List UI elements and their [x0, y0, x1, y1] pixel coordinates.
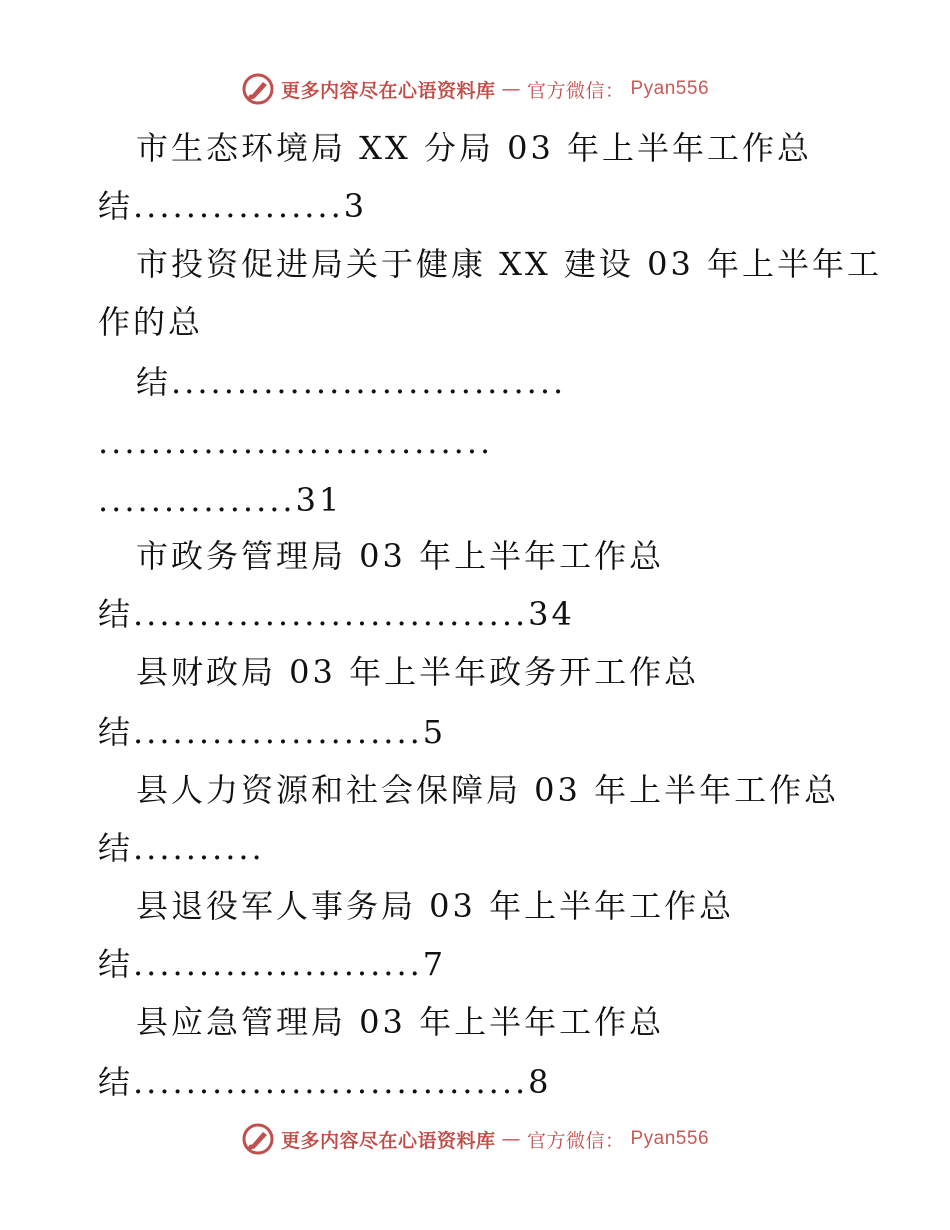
- toc-entry-continuation: 结................3: [98, 187, 368, 225]
- watermark-site-text: 更多内容尽在心语资料库: [280, 1129, 496, 1152]
- toc-entry-title: 市生态环境局 XX 分局 03 年上半年工作总: [136, 129, 812, 167]
- watermark-wechat-id: Pyan556: [630, 1128, 710, 1149]
- watermark-dash: —: [501, 78, 521, 100]
- watermark-wechat-id: Pyan556: [630, 78, 710, 99]
- watermark-header: [0, 72, 950, 106]
- watermark-wechat-label: 官方微信：: [526, 1129, 625, 1152]
- toc-entry-continuation: ..............................: [98, 423, 494, 461]
- toc-entry-title: 县人力资源和社会保障局 03 年上半年工作总: [136, 771, 840, 809]
- watermark-site-text: 更多内容尽在心语资料库: [280, 79, 496, 102]
- watermark-dash: —: [501, 1128, 521, 1150]
- toc-entry-title: 市政务管理局 03 年上半年工作总: [136, 537, 665, 575]
- toc-entry-continuation: 结......................5: [98, 713, 447, 751]
- toc-entry-continuation: 结..............................: [136, 363, 567, 401]
- toc-entry-title: 县应急管理局 03 年上半年工作总: [136, 1003, 665, 1041]
- watermark-wechat-label: 官方微信：: [526, 79, 625, 102]
- toc-entry-title: 县财政局 03 年上半年政务开工作总: [136, 653, 700, 691]
- pen-logo-icon: [241, 72, 275, 106]
- toc-entry-title: 市投资促进局关于健康 XX 建设 03 年上半年工: [136, 245, 882, 283]
- toc-entry-continuation: 结......................7: [98, 945, 447, 983]
- toc-entry-title: 县退役军人事务局 03 年上半年工作总: [136, 887, 735, 925]
- pen-logo-icon: [241, 1122, 275, 1156]
- toc-entry-continuation: 作的总: [98, 303, 204, 341]
- toc-entry-continuation: 结..............................8: [98, 1063, 552, 1101]
- toc-entry-continuation: 结..........: [98, 829, 265, 867]
- toc-entry-continuation: ...............31: [98, 481, 343, 519]
- toc-entry-continuation: 结..............................34: [98, 595, 575, 633]
- watermark-footer: [0, 1122, 950, 1156]
